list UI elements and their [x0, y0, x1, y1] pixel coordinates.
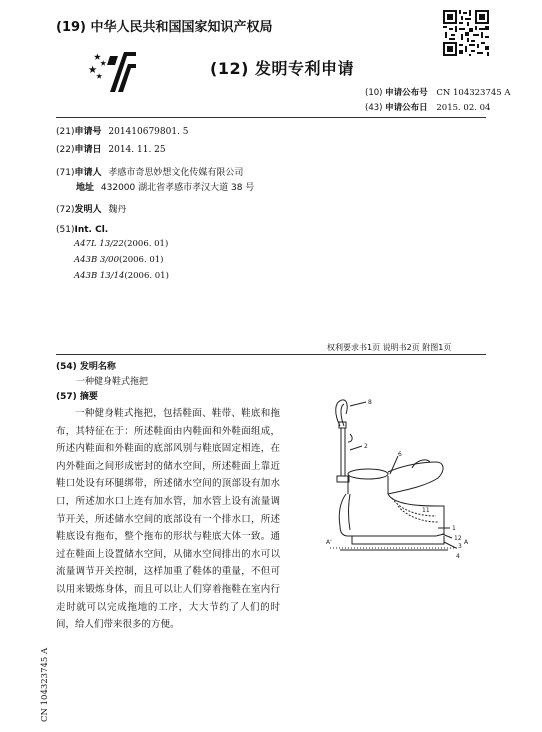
title-label: 发明名称	[79, 362, 116, 372]
abstract-text: 一种健身鞋式拖把，包括鞋面、鞋带、鞋底和拖布，其特征在于：所述鞋面由内鞋面和外鞋面组成，所述内鞋面和外鞋面的底部风别与鞋底固定相连，在内外鞋面之间形成密封的储水空间，所述鞋面上靠近鞋口处设有环腿绑带，所述储水空间的顶部设有加水口，所述加水口上连有加水管，加水管上设有流量调节开关，所述储水空间的底部设有一个排水口，所述鞋底设有拖布，整个拖布的形状与鞋底大体一致。通过在鞋面上设置储水空间，从储水空间排出的水可以流量调节开关控制，这样加重了鞋体的重量，不但可以用来锻炼身体，而且可以让人们穿着拖鞋在室内行走时就可以完成拖地的工序，大大节约了人们的时间，给人们带来很多的方便。	[56, 408, 280, 631]
applicant-label: 申请人	[74, 168, 102, 178]
pub-number-label: 申请公布号	[385, 88, 428, 98]
inventor-label: 发明人	[74, 205, 102, 215]
ipc-version: (2006. 01)	[124, 271, 169, 281]
inventor-row	[56, 202, 126, 215]
office-code: (19)	[56, 20, 86, 35]
shoe-mop-drawing	[326, 398, 482, 574]
pub-date-code: (43)	[365, 103, 383, 113]
abstract-code: (57)	[56, 392, 77, 402]
application-number-row	[56, 124, 189, 137]
figure-label: 2	[364, 443, 368, 450]
publication-number-row	[365, 86, 511, 98]
filing-code: (22)	[56, 145, 75, 155]
top-divider	[56, 117, 486, 118]
app-no-label: 申请号	[74, 127, 102, 137]
applicant-code: (71)	[56, 168, 75, 178]
pages-summary: 权利要求书1页 说明书2页 附图1页	[327, 343, 452, 352]
pub-date-label: 申请公布日	[385, 103, 428, 113]
side-publication-number: CN 104323745 A	[40, 647, 50, 722]
invention-title: 一种健身鞋式拖把	[76, 377, 149, 387]
inventor-value: 魏丹	[108, 205, 127, 215]
figure-label: 3	[458, 543, 462, 550]
ipc-version: (2006. 01)	[119, 255, 164, 265]
address-label: 地址	[76, 183, 95, 193]
figure-label: 8	[368, 399, 372, 406]
int-cl-label: Int. Cl.	[74, 225, 109, 235]
filing-value: 2014. 11. 25	[108, 145, 166, 155]
ipc-code: A43B 13/14	[74, 271, 125, 281]
figure-label: A	[464, 539, 469, 546]
ipc-code: A43B 3/00	[74, 255, 119, 265]
office-name: 中华人民共和国国家知识产权局	[90, 20, 273, 35]
address-row	[76, 180, 254, 193]
middle-divider	[56, 354, 486, 355]
abstract-heading	[56, 389, 98, 402]
ipc-entry	[74, 271, 169, 281]
abstract-label: 摘要	[79, 392, 98, 402]
app-no-value: 201410679801. 5	[108, 127, 189, 137]
inventor-code: (72)	[56, 205, 75, 215]
title-heading	[56, 359, 116, 372]
figure-label: 1	[452, 525, 456, 532]
figure-label: A'	[326, 539, 332, 546]
qr-code-icon	[443, 10, 489, 56]
ipc-entry	[74, 239, 168, 249]
applicant-row	[56, 165, 243, 178]
applicant-value: 孝感市奇思妙想文化传媒有限公司	[108, 168, 244, 178]
figure-label: 11	[422, 507, 430, 514]
publication-date-row	[365, 101, 490, 113]
pub-number-code: (10)	[365, 88, 383, 98]
document-type	[210, 56, 354, 79]
figure-label: 6	[398, 451, 402, 458]
pub-number-value: CN 104323745 A	[436, 88, 511, 98]
app-no-code: (21)	[56, 127, 75, 137]
office-header	[56, 16, 273, 35]
int-cl-row	[56, 225, 108, 235]
ipc-version: (2006. 01)	[123, 239, 169, 249]
int-cl-code: (51)	[56, 225, 75, 235]
ipc-entry	[74, 255, 163, 265]
filing-date-row	[56, 142, 166, 155]
address-value: 432000 湖北省孝感市孝汉大道 38 号	[100, 183, 255, 193]
pub-date-value: 2015. 02. 04	[436, 103, 491, 113]
figure-label: 4	[456, 553, 460, 560]
ipc-code: A47L 13/22	[74, 239, 124, 249]
doc-type-code: (12)	[210, 59, 249, 78]
title-code: (54)	[56, 362, 77, 372]
patent-office-logo-icon	[88, 48, 138, 94]
figure-label: 12	[454, 535, 462, 542]
doc-type-label: 发明专利申请	[254, 59, 354, 78]
filing-label: 申请日	[74, 145, 102, 155]
